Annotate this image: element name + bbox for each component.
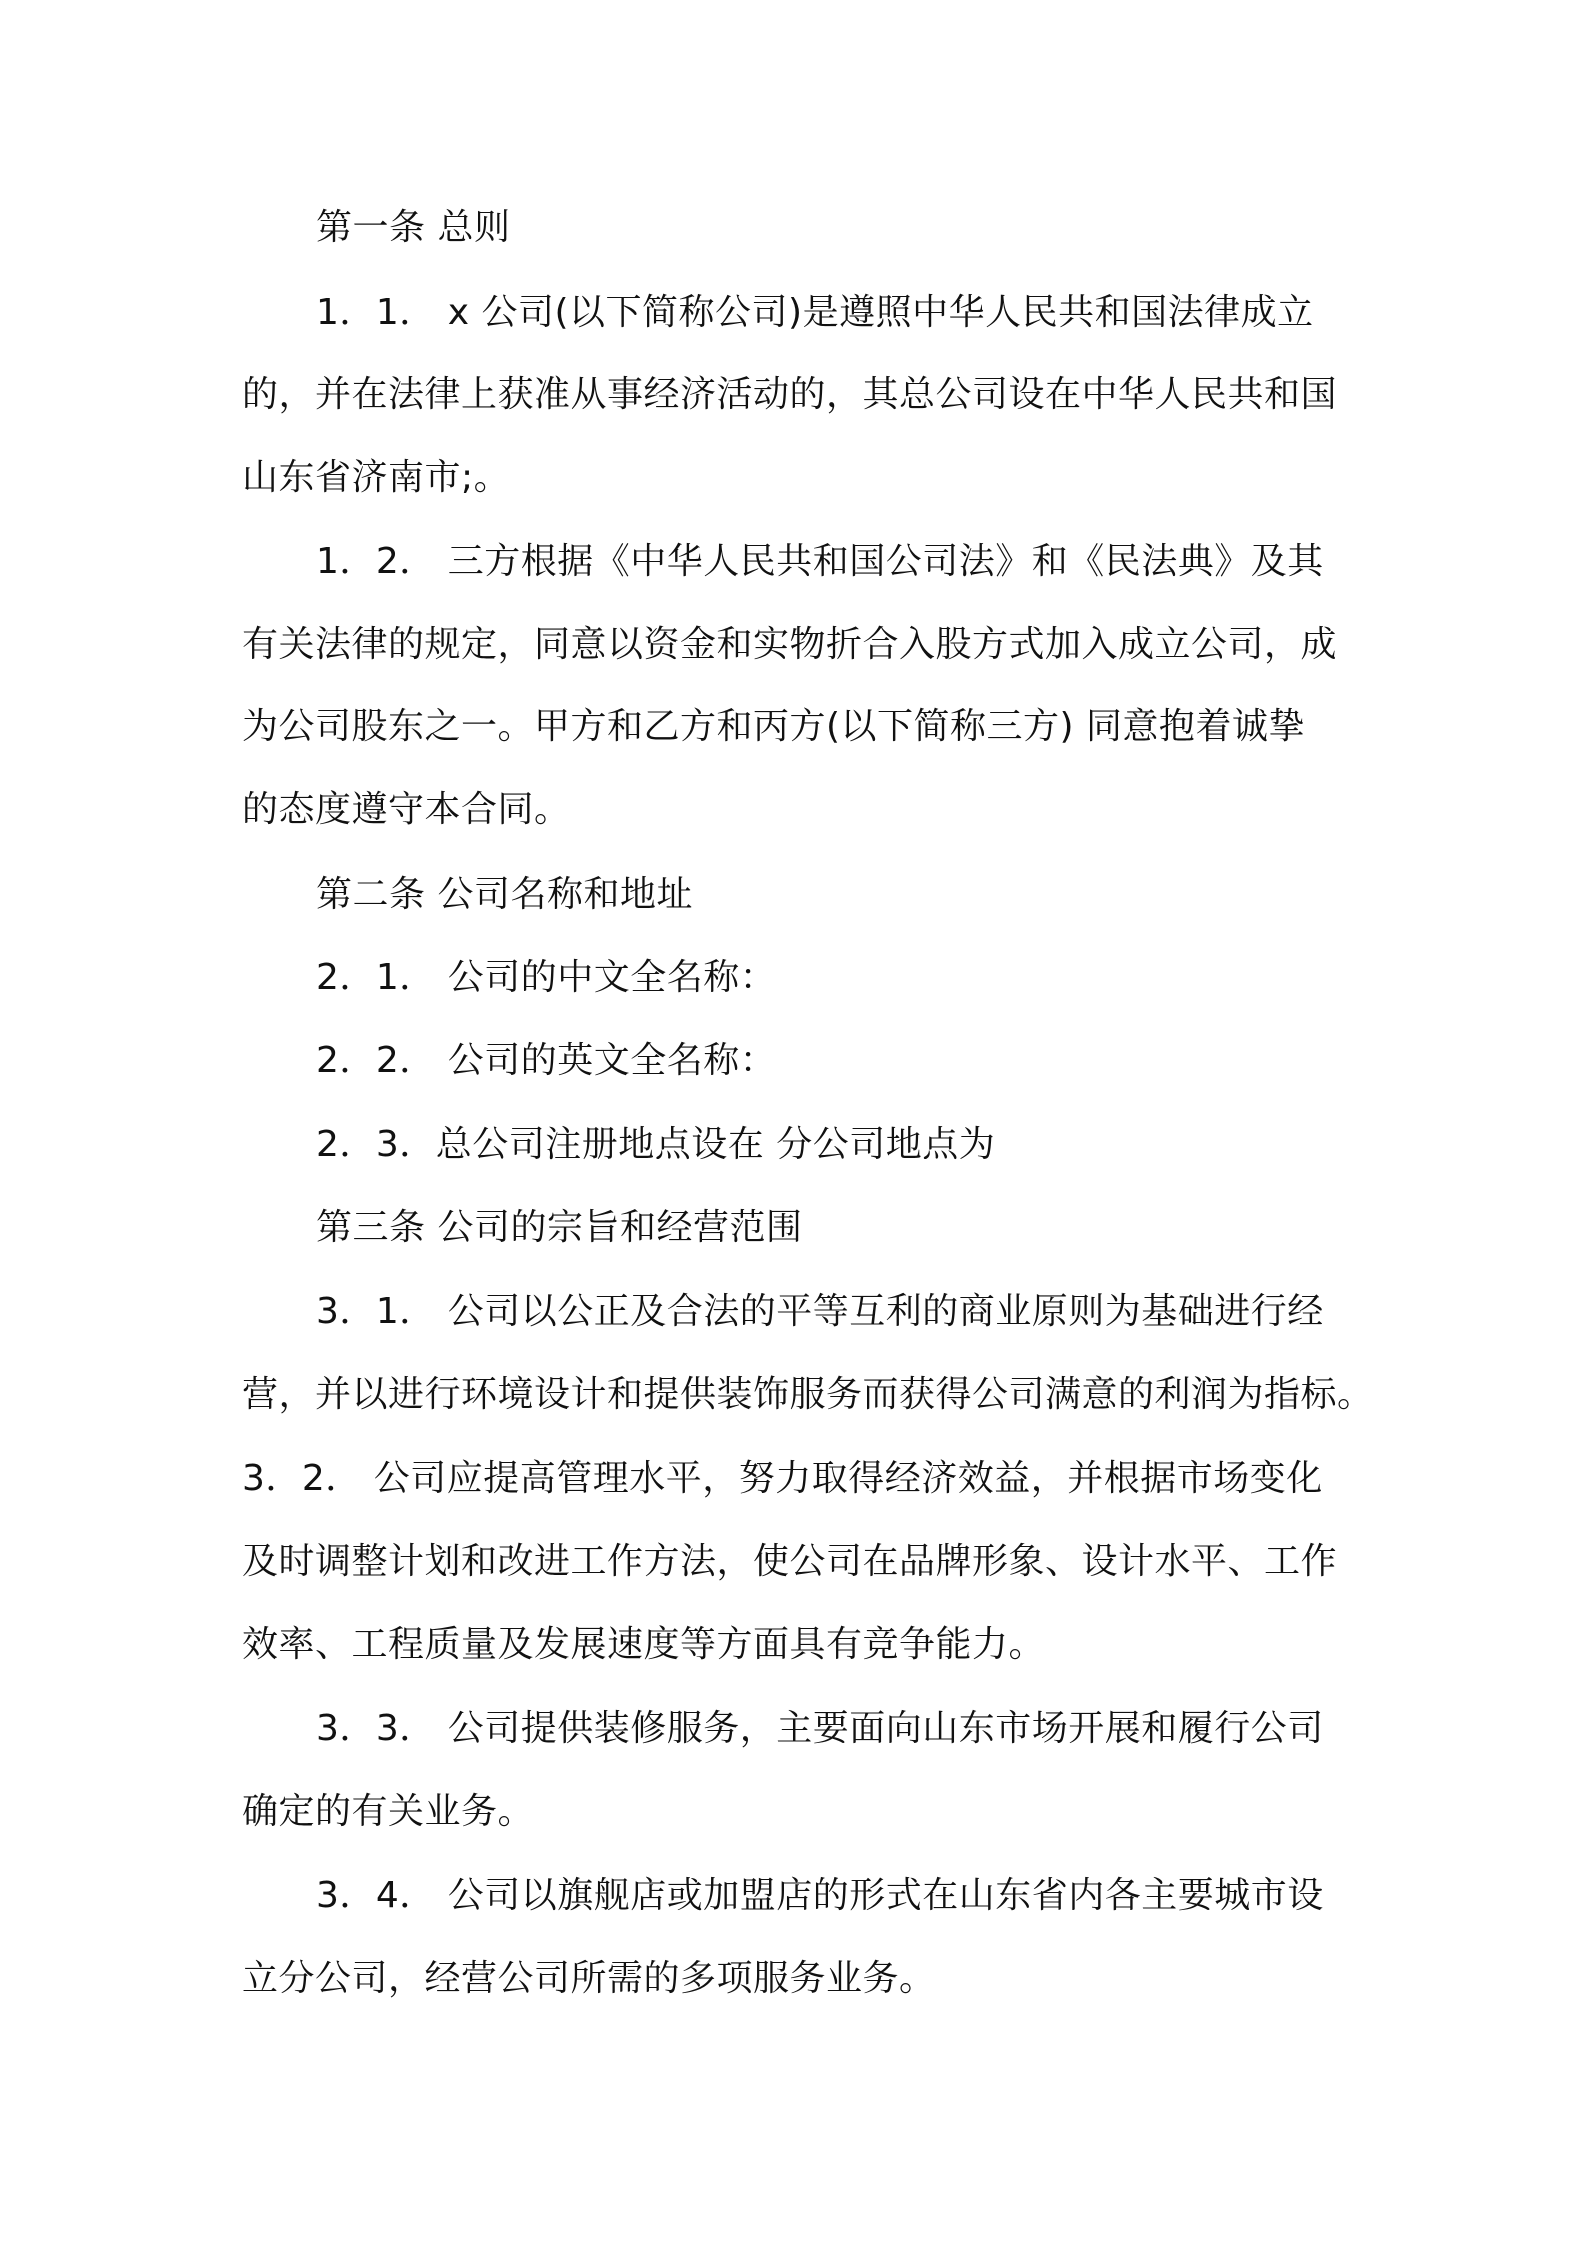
article-1-heading: 第一条 总则 xyxy=(316,207,511,248)
clause-1-1-line-1: 1．1． x 公司(以下简称公司)是遵照中华人民共和国法律成立 xyxy=(316,292,1314,333)
clause-1-2-line-2: 有关法律的规定，同意以资金和实物折合入股方式加入成立公司，成 xyxy=(242,624,1338,665)
clause-3-4-line-2: 立分公司，经营公司所需的多项服务业务。 xyxy=(242,1958,936,1999)
clause-2-2: 2．2． 公司的英文全名称： xyxy=(316,1040,777,1081)
clause-1-1-line-3: 山东省济南市;。 xyxy=(242,457,511,498)
clause-3-2-line-3: 效率、工程质量及发展速度等方面具有竞争能力。 xyxy=(242,1624,1046,1665)
clause-3-3-line-1: 3．3． 公司提供装修服务，主要面向山东市场开展和履行公司 xyxy=(316,1708,1324,1749)
clause-1-1-line-2: 的，并在法律上获准从事经济活动的，其总公司设在中华人民共和国 xyxy=(242,374,1338,415)
clause-3-1-line-2: 营，并以进行环境设计和提供装饰服务而获得公司满意的利润为指标。 xyxy=(242,1374,1374,1415)
article-3-heading: 第三条 公司的宗旨和经营范围 xyxy=(316,1207,803,1248)
clause-3-4-line-1: 3．4． 公司以旗舰店或加盟店的形式在山东省内各主要城市设 xyxy=(316,1875,1324,1916)
clause-3-2-line-1: 3．2． 公司应提高管理水平，努力取得经济效益，并根据市场变化 xyxy=(242,1458,1323,1499)
clause-1-2-line-3: 为公司股东之一。甲方和乙方和丙方(以下简称三方) 同意抱着诚挚 xyxy=(242,706,1306,747)
clause-2-1: 2．1． 公司的中文全名称： xyxy=(316,957,777,998)
clause-2-3: 2．3．总公司注册地点设在 分公司地点为 xyxy=(316,1124,996,1165)
clause-3-3-line-2: 确定的有关业务。 xyxy=(242,1791,535,1832)
clause-1-2-line-1: 1．2． 三方根据《中华人民共和国公司法》和《民法典》及其 xyxy=(316,541,1324,582)
clause-3-2-line-2: 及时调整计划和改进工作方法，使公司在品牌形象、设计水平、工作 xyxy=(242,1541,1338,1582)
article-2-heading: 第二条 公司名称和地址 xyxy=(316,874,693,915)
clause-1-2-line-4: 的态度遵守本合同。 xyxy=(242,789,571,830)
clause-3-1-line-1: 3．1． 公司以公正及合法的平等互利的商业原则为基础进行经 xyxy=(316,1291,1324,1332)
